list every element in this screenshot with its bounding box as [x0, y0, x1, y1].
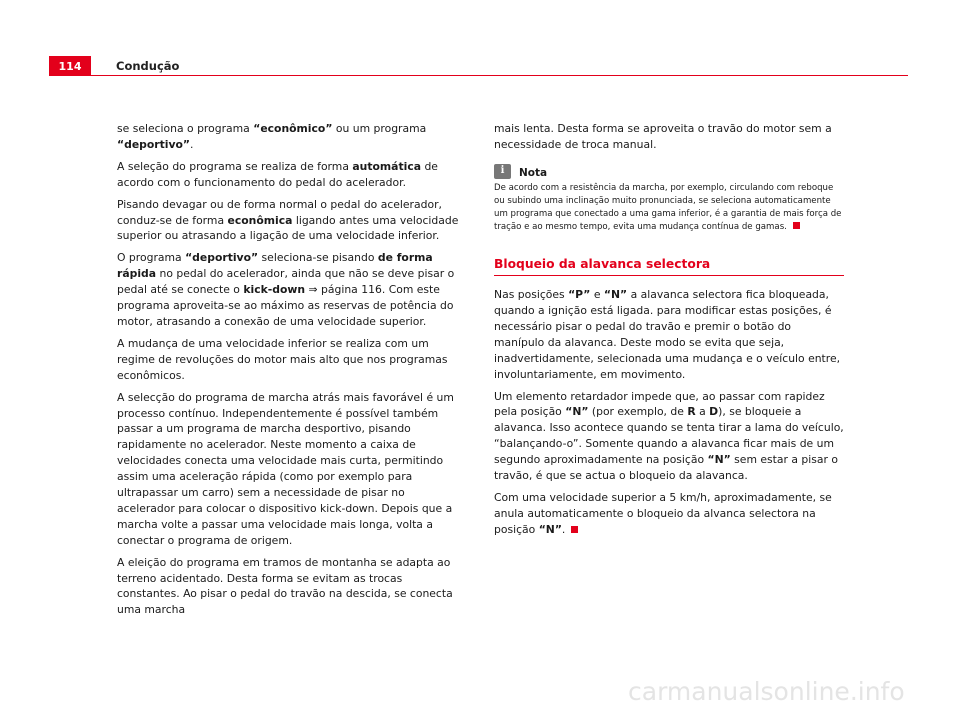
- paragraph: A selecção do programa de marcha atrás mais favorável é um processo contínuo. Independentemente é possível também passar a um programa de marcha desportivo, pisando rapidamente no acelerador. Neste momento a caixa de velocidades conecta uma velocidade mais curta, permitindo assim uma aceleração rápida (como por exemplo para ultrapassar um carro) sem a necessidade de pisar no acelerador para colocar o dispositivo kick-down. Depois que a marcha volte a passar uma velocidade mais longa, volta a conectar o programa de origem.: [117, 390, 454, 547]
- paragraph: Um elemento retardador impede que, ao passar com rapidez pela posição “N” (por exemplo, de R a D), se bloqueie a alavanca. Isso acontece quando se tenta tirar a lama do veículo, “balançando-o”. Somente quando a alavanca ficar mais de um segundo aproximadamente na posição “N” sem estar a pisar o travão, é que se actua o bloqueio da alavanca.: [494, 389, 844, 483]
- section-title: Bloqueio da alavanca selectora: [494, 257, 844, 276]
- right-column: [494, 121, 844, 544]
- paragraph: A eleição do programa em tramos de montanha se adapta ao terreno acidentado. Desta forma se evitam as trocas constantes. Ao pisar o pedal do travão na descida, se conecta uma marcha: [117, 555, 453, 617]
- page-title: Condução: [116, 59, 180, 73]
- end-marker-icon: [793, 222, 800, 229]
- watermark: carmanualsonline.info: [628, 677, 905, 706]
- note-title: Nota: [519, 166, 548, 179]
- info-icon: i: [494, 164, 511, 179]
- section-body: [494, 287, 844, 538]
- page-number: 114: [49, 56, 91, 76]
- paragraph: se seleciona o programa “econômico” ou um programa “deportivo”.: [117, 122, 427, 151]
- note-text: De acordo com a resistência da marcha, por exemplo, circulando com reboque ou subindo uma inclinação muito pronunciada, se seleciona automaticamente um programa que conectado a uma gama inferior, é a garantia de mais força de tração e ao mesmo tempo, evita uma mudança contínua de gamas.: [494, 182, 842, 233]
- paragraph: mais lenta. Desta forma se aproveita o travão do motor sem a necessidade de troca manual.: [494, 122, 832, 151]
- paragraph: Pisando devagar ou de forma normal o pedal do acelerador, conduz-se de forma econômica ligando antes uma velocidade superior ou atrasando a ligação de uma velocidade inferior.: [117, 197, 459, 243]
- end-marker-icon: [571, 526, 578, 533]
- paragraph: Com uma velocidade superior a 5 km/h, aproximadamente, se anula automaticamente o bloqueio da alvanca selectora na posição “N”.: [494, 490, 832, 536]
- left-column: [117, 121, 465, 624]
- header-rule: [91, 75, 908, 76]
- note-header: [494, 164, 844, 179]
- paragraph: O programa “deportivo” seleciona-se pisando de forma rápida no pedal do acelerador, ainda que não se deve pisar o pedal até se conecte o kick-down ⇒ página 116. Com este programa aproveita-se ao máximo as reservas de potência do motor, atrasando a conexão de uma velocidade superior.: [117, 251, 455, 328]
- paragraph: Nas posições “P” e “N” a alavanca selectora fica bloqueada, quando a ignição está ligada. para modificar estas posições, é necessário pisar o pedal do travão e premir o botão do manípulo da alavanca. Deste modo se evita que seja, inadvertidamente, selecionada uma mudança e o veículo entre, involuntariamente, em movimento.: [494, 288, 841, 381]
- paragraph: A seleção do programa se realiza de forma automática de acordo com o funcionamento do pedal do acelerador.: [117, 159, 438, 189]
- paragraph: A mudança de uma velocidade inferior se realiza com um regime de revoluções do motor mais alto que nos programas econômicos.: [117, 336, 448, 382]
